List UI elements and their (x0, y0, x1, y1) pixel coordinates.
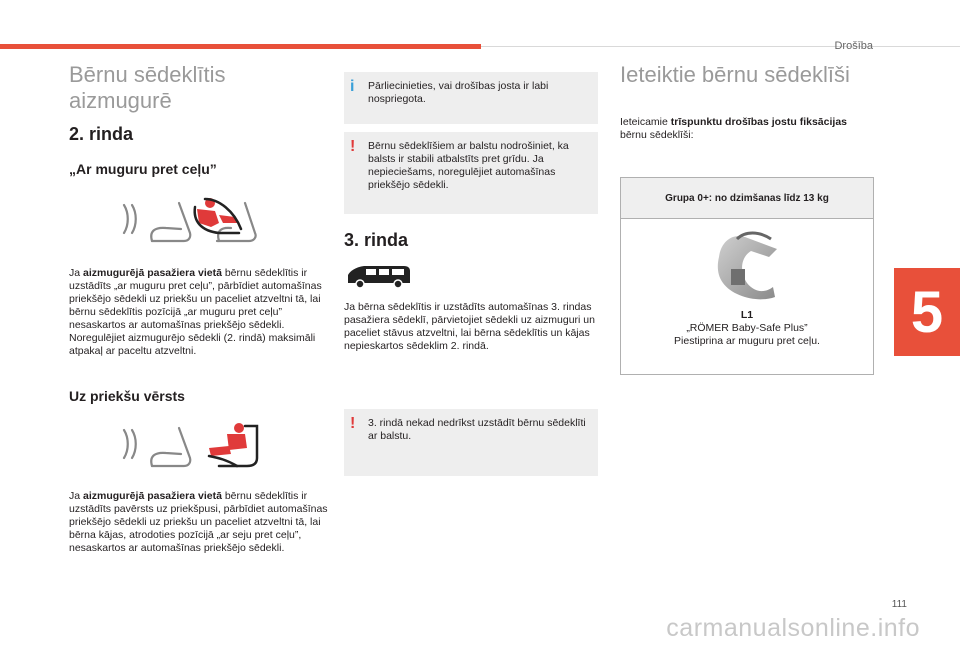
top-divider-line (481, 46, 960, 47)
recommended-seat-box (620, 177, 874, 375)
group-header: Grupa 0+: no dzimšanas līdz 13 kg (621, 178, 873, 219)
right-column (620, 62, 874, 347)
van-icon (344, 263, 414, 289)
forward-facing-illustration (69, 422, 331, 474)
page-number: 111 (891, 599, 907, 610)
warning-note-2 (344, 409, 598, 476)
info-note-text: Pārliecinieties, vai drošības josta ir labi nospriegota. (368, 80, 549, 105)
seat-photo (621, 227, 873, 305)
top-accent-bar (0, 44, 481, 49)
baby-seat-icon (711, 227, 783, 301)
van-illustration (344, 263, 598, 291)
row2-title: 2. rinda (69, 124, 134, 144)
seat-code: L1 (740, 309, 754, 321)
watermark[interactable]: carmanualsonline.info (666, 614, 920, 642)
recommended-intro: Ieteicamie trīspunktu drošības jostu fiksācijas bērnu sēdeklīši: (620, 116, 847, 141)
recommended-seats-title: Ieteiktie bērnu sēdeklīši (620, 62, 850, 87)
info-icon: i (350, 78, 355, 95)
seat-entry (621, 227, 873, 348)
rear-facing-title: „Ar muguru pret ceļu” (69, 161, 217, 177)
forward-facing-seat-icon (69, 422, 331, 474)
forward-facing-title: Uz priekšu vērsts (69, 388, 185, 404)
row3-paragraph: Ja bērna sēdeklītis ir uzstādīts automašīnas 3. rindas pasažiera sēdeklī, pārvietojiet sēdekli uz aizmuguri un paceliet stāvus atzveltni, lai bērna sēdeklītis un kājas nepieskartos sēdeklim 2. rindā. (344, 301, 595, 352)
left-column (69, 62, 331, 555)
rear-facing-seat-icon (69, 197, 331, 249)
warning-icon: ! (350, 415, 356, 432)
section-label: Drošība (834, 40, 873, 52)
warning-icon: ! (350, 138, 356, 155)
rear-facing-paragraph: Ja aizmugurējā pasažiera vietā bērnu sēdeklītis ir uzstādīts „ar muguru pret ceļu”, pārbīdiet automašīnas priekšējo sēdekli uz priekšu un paceliet atzveltni tā, lai bērnu sēdeklītis pozīcijā „ar muguru pret ceļu” nesaskartos ar automašīnas priekšējo sēdekli. Noregulējiet aizmugurējo sēdekli (2. rindā) maksimāli atpakaļ ar paceltu atzveltni. (69, 267, 322, 357)
rear-seat-title: Bērnu sēdeklītis aizmugurē (69, 62, 226, 113)
chapter-number: 5 (910, 279, 944, 345)
warning-note-1 (344, 132, 598, 214)
warning-note-1-text: Bērnu sēdeklīšiem ar balstu nodrošiniet, ka balsts ir stabili atbalstīts pret grīdu. Ja nepieciešams, noregulējiet automašīnas priekšējo sēdekli. (368, 140, 569, 191)
middle-column (344, 72, 598, 476)
info-note (344, 72, 598, 124)
row3-title: 3. rinda (344, 230, 409, 250)
seat-name: „RÖMER Baby-Safe Plus” (686, 322, 808, 334)
forward-facing-paragraph: Ja aizmugurējā pasažiera vietā bērnu sēdeklītis ir uzstādīts pavērsts uz priekšpusi, pārbīdiet automašīnas priekšējo sēdekli uz priekšu un paceliet atzveltni tā, lai bērna kājas, atrodoties pozīcijā „ar seju pret ceļu”, nesaskartos ar automašīnas priekšējo sēdekli. (69, 490, 328, 554)
chapter-tab (894, 268, 960, 356)
seat-description: Piestiprina ar muguru pret ceļu. (674, 335, 820, 347)
rear-facing-illustration (69, 197, 331, 249)
warning-note-2-text: 3. rindā nekad nedrīkst uzstādīt bērnu sēdeklīti ar balstu. (368, 417, 586, 442)
